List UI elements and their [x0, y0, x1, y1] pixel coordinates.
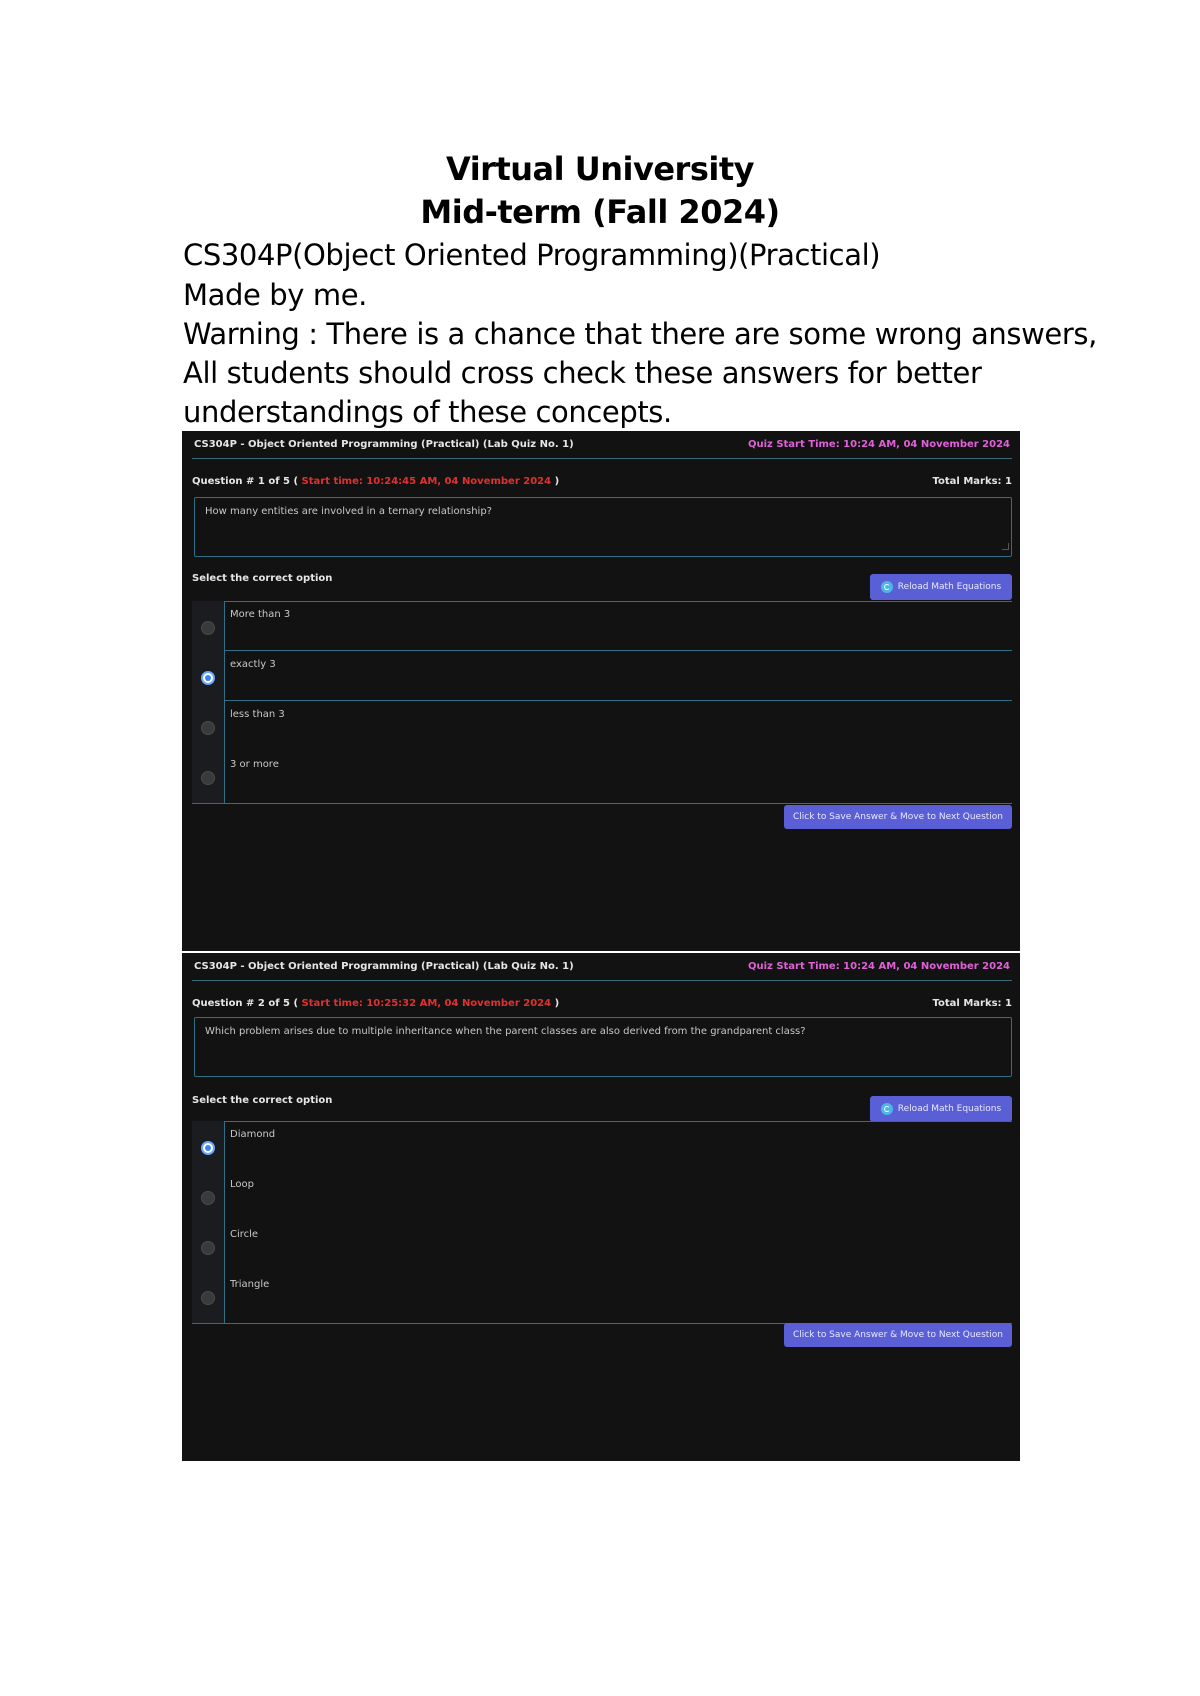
option-text: Loop	[230, 1179, 254, 1190]
option-text: Diamond	[230, 1129, 276, 1140]
divider	[192, 980, 1012, 981]
author-line: Made by me.	[183, 278, 367, 312]
document-title: Virtual University	[446, 150, 754, 188]
option-row[interactable]	[192, 1121, 1012, 1171]
question-label-close: )	[554, 476, 560, 487]
question-number	[192, 476, 559, 487]
option-text: Triangle	[230, 1279, 270, 1290]
radio-button[interactable]	[201, 721, 215, 735]
option-row[interactable]	[192, 1221, 1012, 1271]
reload-math-button[interactable]	[870, 1096, 1012, 1122]
option-text: less than 3	[230, 709, 285, 720]
option-row[interactable]	[192, 601, 1012, 651]
divider	[192, 803, 1012, 804]
option-text: 3 or more	[230, 759, 279, 770]
options-list	[192, 601, 1012, 804]
save-next-button[interactable]: Click to Save Answer & Move to Next Question	[784, 1323, 1012, 1347]
reload-icon	[881, 581, 893, 593]
question-number	[192, 998, 559, 1009]
option-row[interactable]	[192, 751, 1012, 801]
select-option-label: Select the correct option	[192, 573, 333, 584]
quiz-screenshot	[182, 953, 1020, 1461]
option-row[interactable]	[192, 651, 1012, 701]
document-subtitle: Mid-term (Fall 2024)	[420, 193, 780, 231]
question-box	[194, 1017, 1012, 1077]
radio-button[interactable]	[201, 771, 215, 785]
reload-math-button[interactable]	[870, 574, 1012, 600]
question-start-time: Start time: 10:25:32 AM, 04 November 2024	[301, 998, 552, 1009]
reload-icon	[881, 1103, 893, 1115]
option-text: Circle	[230, 1229, 259, 1240]
quiz-course-title: CS304P - Object Oriented Programming (Practical) (Lab Quiz No. 1)	[194, 439, 574, 450]
option-row[interactable]	[192, 701, 1012, 751]
total-marks: Total Marks: 1	[932, 476, 1012, 487]
quiz-course-title: CS304P - Object Oriented Programming (Practical) (Lab Quiz No. 1)	[194, 961, 574, 972]
divider	[192, 458, 1012, 459]
quiz-start-time: Quiz Start Time: 10:24 AM, 04 November 2024	[747, 961, 1010, 972]
reload-label: Reload Math Equations	[897, 1104, 1002, 1114]
warning-line: Warning : There is a chance that there are some wrong answers,	[183, 317, 1097, 351]
question-text: How many entities are involved in a ternary relationship?	[205, 506, 492, 517]
resize-handle-icon[interactable]	[1002, 543, 1009, 550]
warning-line: understandings of these concepts.	[183, 395, 672, 429]
question-text: Which problem arises due to multiple inheritance when the parent classes are also derived from the grandparent class?	[205, 1026, 806, 1037]
save-next-button[interactable]: Click to Save Answer & Move to Next Question	[784, 805, 1012, 829]
option-row[interactable]	[192, 1271, 1012, 1321]
question-label-close: )	[554, 998, 560, 1009]
radio-button[interactable]	[201, 1191, 215, 1205]
option-row[interactable]	[192, 1171, 1012, 1221]
question-box	[194, 497, 1012, 557]
radio-button[interactable]	[201, 1291, 215, 1305]
question-label: Question # 1 of 5 (	[192, 476, 299, 487]
question-label: Question # 2 of 5 (	[192, 998, 299, 1009]
warning-line: All students should cross check these answers for better	[183, 356, 982, 390]
reload-label: Reload Math Equations	[897, 582, 1002, 592]
quiz-screenshot	[182, 431, 1020, 951]
quiz-start-time: Quiz Start Time: 10:24 AM, 04 November 2024	[747, 439, 1010, 450]
radio-button[interactable]	[201, 621, 215, 635]
radio-button-selected[interactable]	[201, 671, 215, 685]
options-list	[192, 1121, 1012, 1324]
course-line: CS304P(Object Oriented Programming)(Practical)	[183, 238, 881, 272]
question-start-time: Start time: 10:24:45 AM, 04 November 2024	[301, 476, 552, 487]
select-option-label: Select the correct option	[192, 1095, 333, 1106]
option-text: More than 3	[230, 609, 291, 620]
radio-button[interactable]	[201, 1241, 215, 1255]
total-marks: Total Marks: 1	[932, 998, 1012, 1009]
option-text: exactly 3	[230, 659, 276, 670]
radio-button-selected[interactable]	[201, 1141, 215, 1155]
